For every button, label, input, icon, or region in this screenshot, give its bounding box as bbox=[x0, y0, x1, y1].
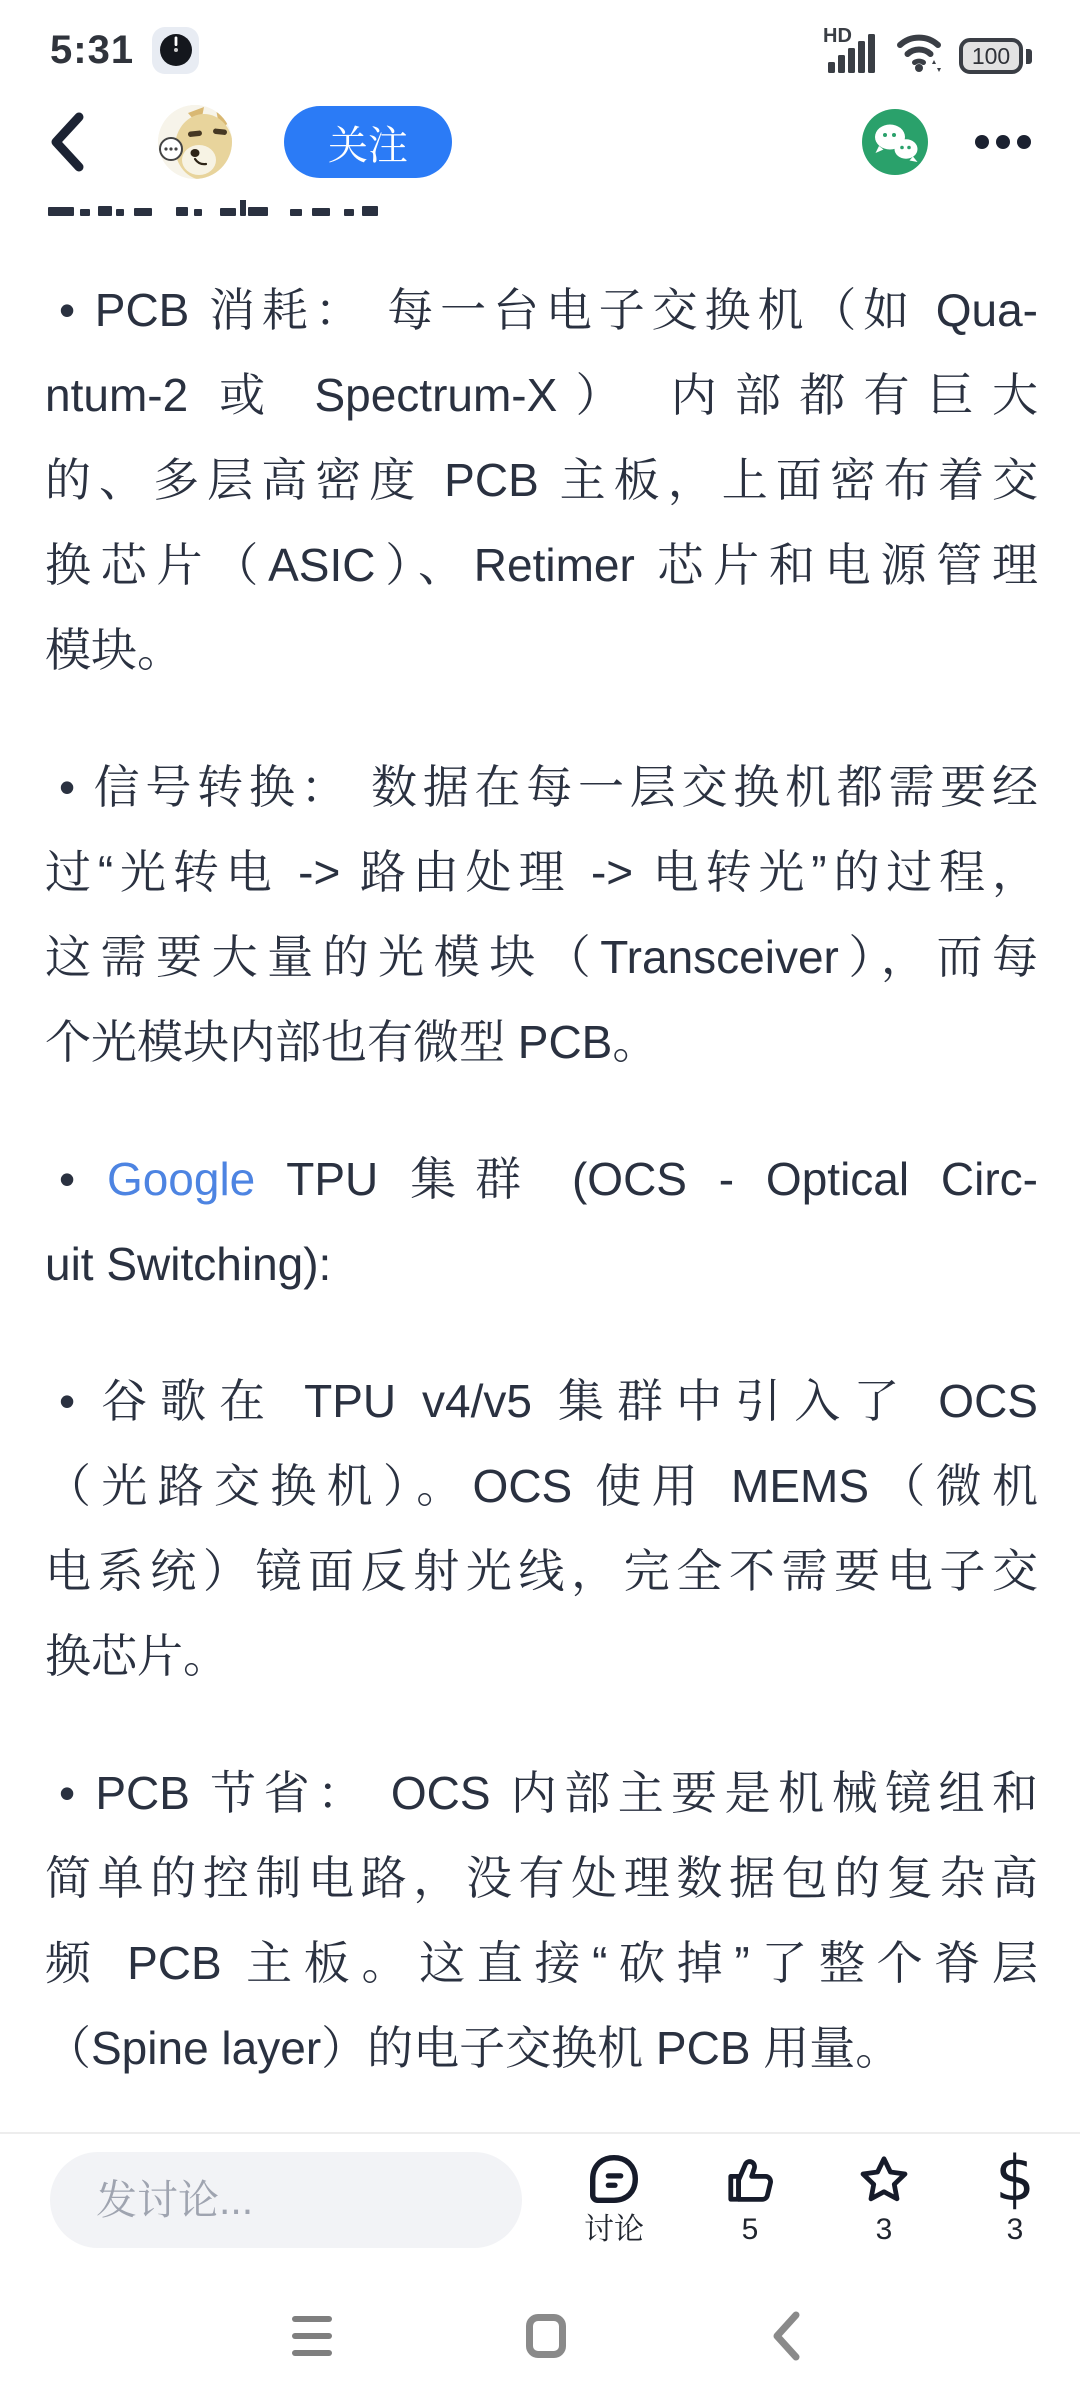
system-nav-bar bbox=[0, 2272, 1080, 2400]
square-icon bbox=[526, 2314, 566, 2358]
comment-input[interactable] bbox=[50, 2152, 522, 2248]
clipped-text-line bbox=[48, 200, 408, 216]
doge-avatar-image bbox=[158, 105, 232, 179]
article-content bbox=[0, 200, 1080, 2091]
author-avatar[interactable] bbox=[158, 105, 232, 179]
paragraph bbox=[45, 268, 1038, 693]
paragraph bbox=[45, 745, 1038, 1085]
paragraph bbox=[45, 1751, 1038, 2091]
paragraph bbox=[45, 1359, 1038, 1699]
nav-menu-button[interactable] bbox=[284, 2272, 340, 2400]
favorite-count: 3 bbox=[875, 2213, 893, 2246]
paragraph-line: ntum-2 或 Spectrum-X） 内部都有巨大 bbox=[45, 369, 1038, 421]
thumbs-up-icon bbox=[723, 2152, 777, 2206]
paragraph-line: • PCB 消耗： 每一台电子交换机（如 Qua- bbox=[59, 284, 1038, 336]
paragraph-line: 个光模块内部也有微型 PCB。 bbox=[45, 1016, 659, 1068]
reward-action[interactable] bbox=[953, 2142, 1077, 2246]
comment-bubble-icon bbox=[587, 2152, 641, 2206]
text-segment: • bbox=[59, 1153, 107, 1205]
timer-widget-icon bbox=[152, 27, 199, 74]
favorite-action[interactable] bbox=[822, 2150, 946, 2246]
google-link[interactable]: Google bbox=[106, 1153, 256, 1205]
dollar-icon: $ bbox=[995, 2142, 1035, 2215]
hd-label: HD bbox=[823, 26, 852, 47]
chevron-left-icon bbox=[49, 110, 87, 174]
paragraph-line: 的、多层高密度 PCB 主板，上面密布着交 bbox=[45, 454, 1038, 506]
nav-home-button[interactable] bbox=[518, 2272, 574, 2400]
paragraph-line: 频 PCB 主板。这直接“砍掉”了整个脊层 bbox=[45, 1937, 1038, 1989]
more-dots-icon bbox=[974, 134, 1032, 150]
paragraph-line: uit Switching): bbox=[45, 1238, 332, 1290]
paragraph-line: 电系统）镜面反射光线，完全不需要电子交 bbox=[45, 1545, 1038, 1597]
battery-icon bbox=[959, 38, 1032, 74]
nav-back-icon bbox=[771, 2310, 801, 2362]
paragraph-line: 换芯片。 bbox=[45, 1630, 229, 1682]
like-action[interactable] bbox=[688, 2150, 812, 2246]
follow-button[interactable]: 关注 bbox=[284, 106, 452, 178]
discuss-label: 讨论 bbox=[584, 2213, 644, 2246]
comment-bar bbox=[0, 2134, 1080, 2272]
paragraph-line: 换芯片（ASIC）、Retimer 芯片和电源管理 bbox=[45, 539, 1038, 591]
wechat-icon bbox=[862, 109, 928, 175]
back-button[interactable] bbox=[48, 106, 88, 178]
wifi-icon bbox=[896, 26, 944, 74]
paragraph-line: （Spine layer）的电子交换机 PCB 用量。 bbox=[45, 2022, 902, 2074]
menu-icon bbox=[292, 2316, 332, 2356]
nav-back-button[interactable] bbox=[762, 2272, 810, 2400]
paragraph-line: 这需要大量的光模块（Transceiver），而每 bbox=[45, 931, 1038, 983]
paragraph bbox=[45, 1137, 1038, 1307]
paragraph-line: • 谷歌在 TPU v4/v5 集群中引入了 OCS bbox=[59, 1375, 1038, 1427]
clock-time: 5:31 bbox=[50, 27, 135, 72]
status-left bbox=[50, 27, 199, 74]
reward-count: 3 bbox=[1006, 2213, 1024, 2246]
discuss-action[interactable] bbox=[552, 2150, 676, 2246]
paragraph-line: 简单的控制电路，没有处理数据包的复杂高 bbox=[45, 1852, 1038, 1904]
paragraph-line bbox=[45, 1137, 1038, 1222]
signal-strength-icon bbox=[823, 26, 881, 74]
star-icon bbox=[856, 2152, 912, 2206]
paragraph-line: • PCB 节省： OCS 内部主要是机械镜组和 bbox=[59, 1767, 1038, 1819]
app-header bbox=[0, 84, 1080, 200]
paragraph-line: • 信号转换： 数据在每一层交换机都需要经 bbox=[59, 761, 1038, 813]
wechat-share-button[interactable] bbox=[862, 109, 928, 175]
status-right bbox=[823, 26, 1032, 74]
paragraph-line: 模块。 bbox=[45, 624, 183, 676]
text-segment: TPU 集群 (OCS - Optical Circ- bbox=[255, 1153, 1038, 1205]
paragraph-list bbox=[0, 268, 1080, 2091]
like-count: 5 bbox=[741, 2213, 759, 2246]
status-bar bbox=[0, 0, 1080, 84]
paragraph-line: （光路交换机）。OCS 使用 MEMS（微机 bbox=[45, 1460, 1038, 1512]
more-menu-button[interactable] bbox=[974, 122, 1032, 162]
battery-level: 100 bbox=[971, 42, 1011, 69]
paragraph-line: 过“光转电 -> 路由处理 -> 电转光”的过程， bbox=[45, 846, 1038, 898]
